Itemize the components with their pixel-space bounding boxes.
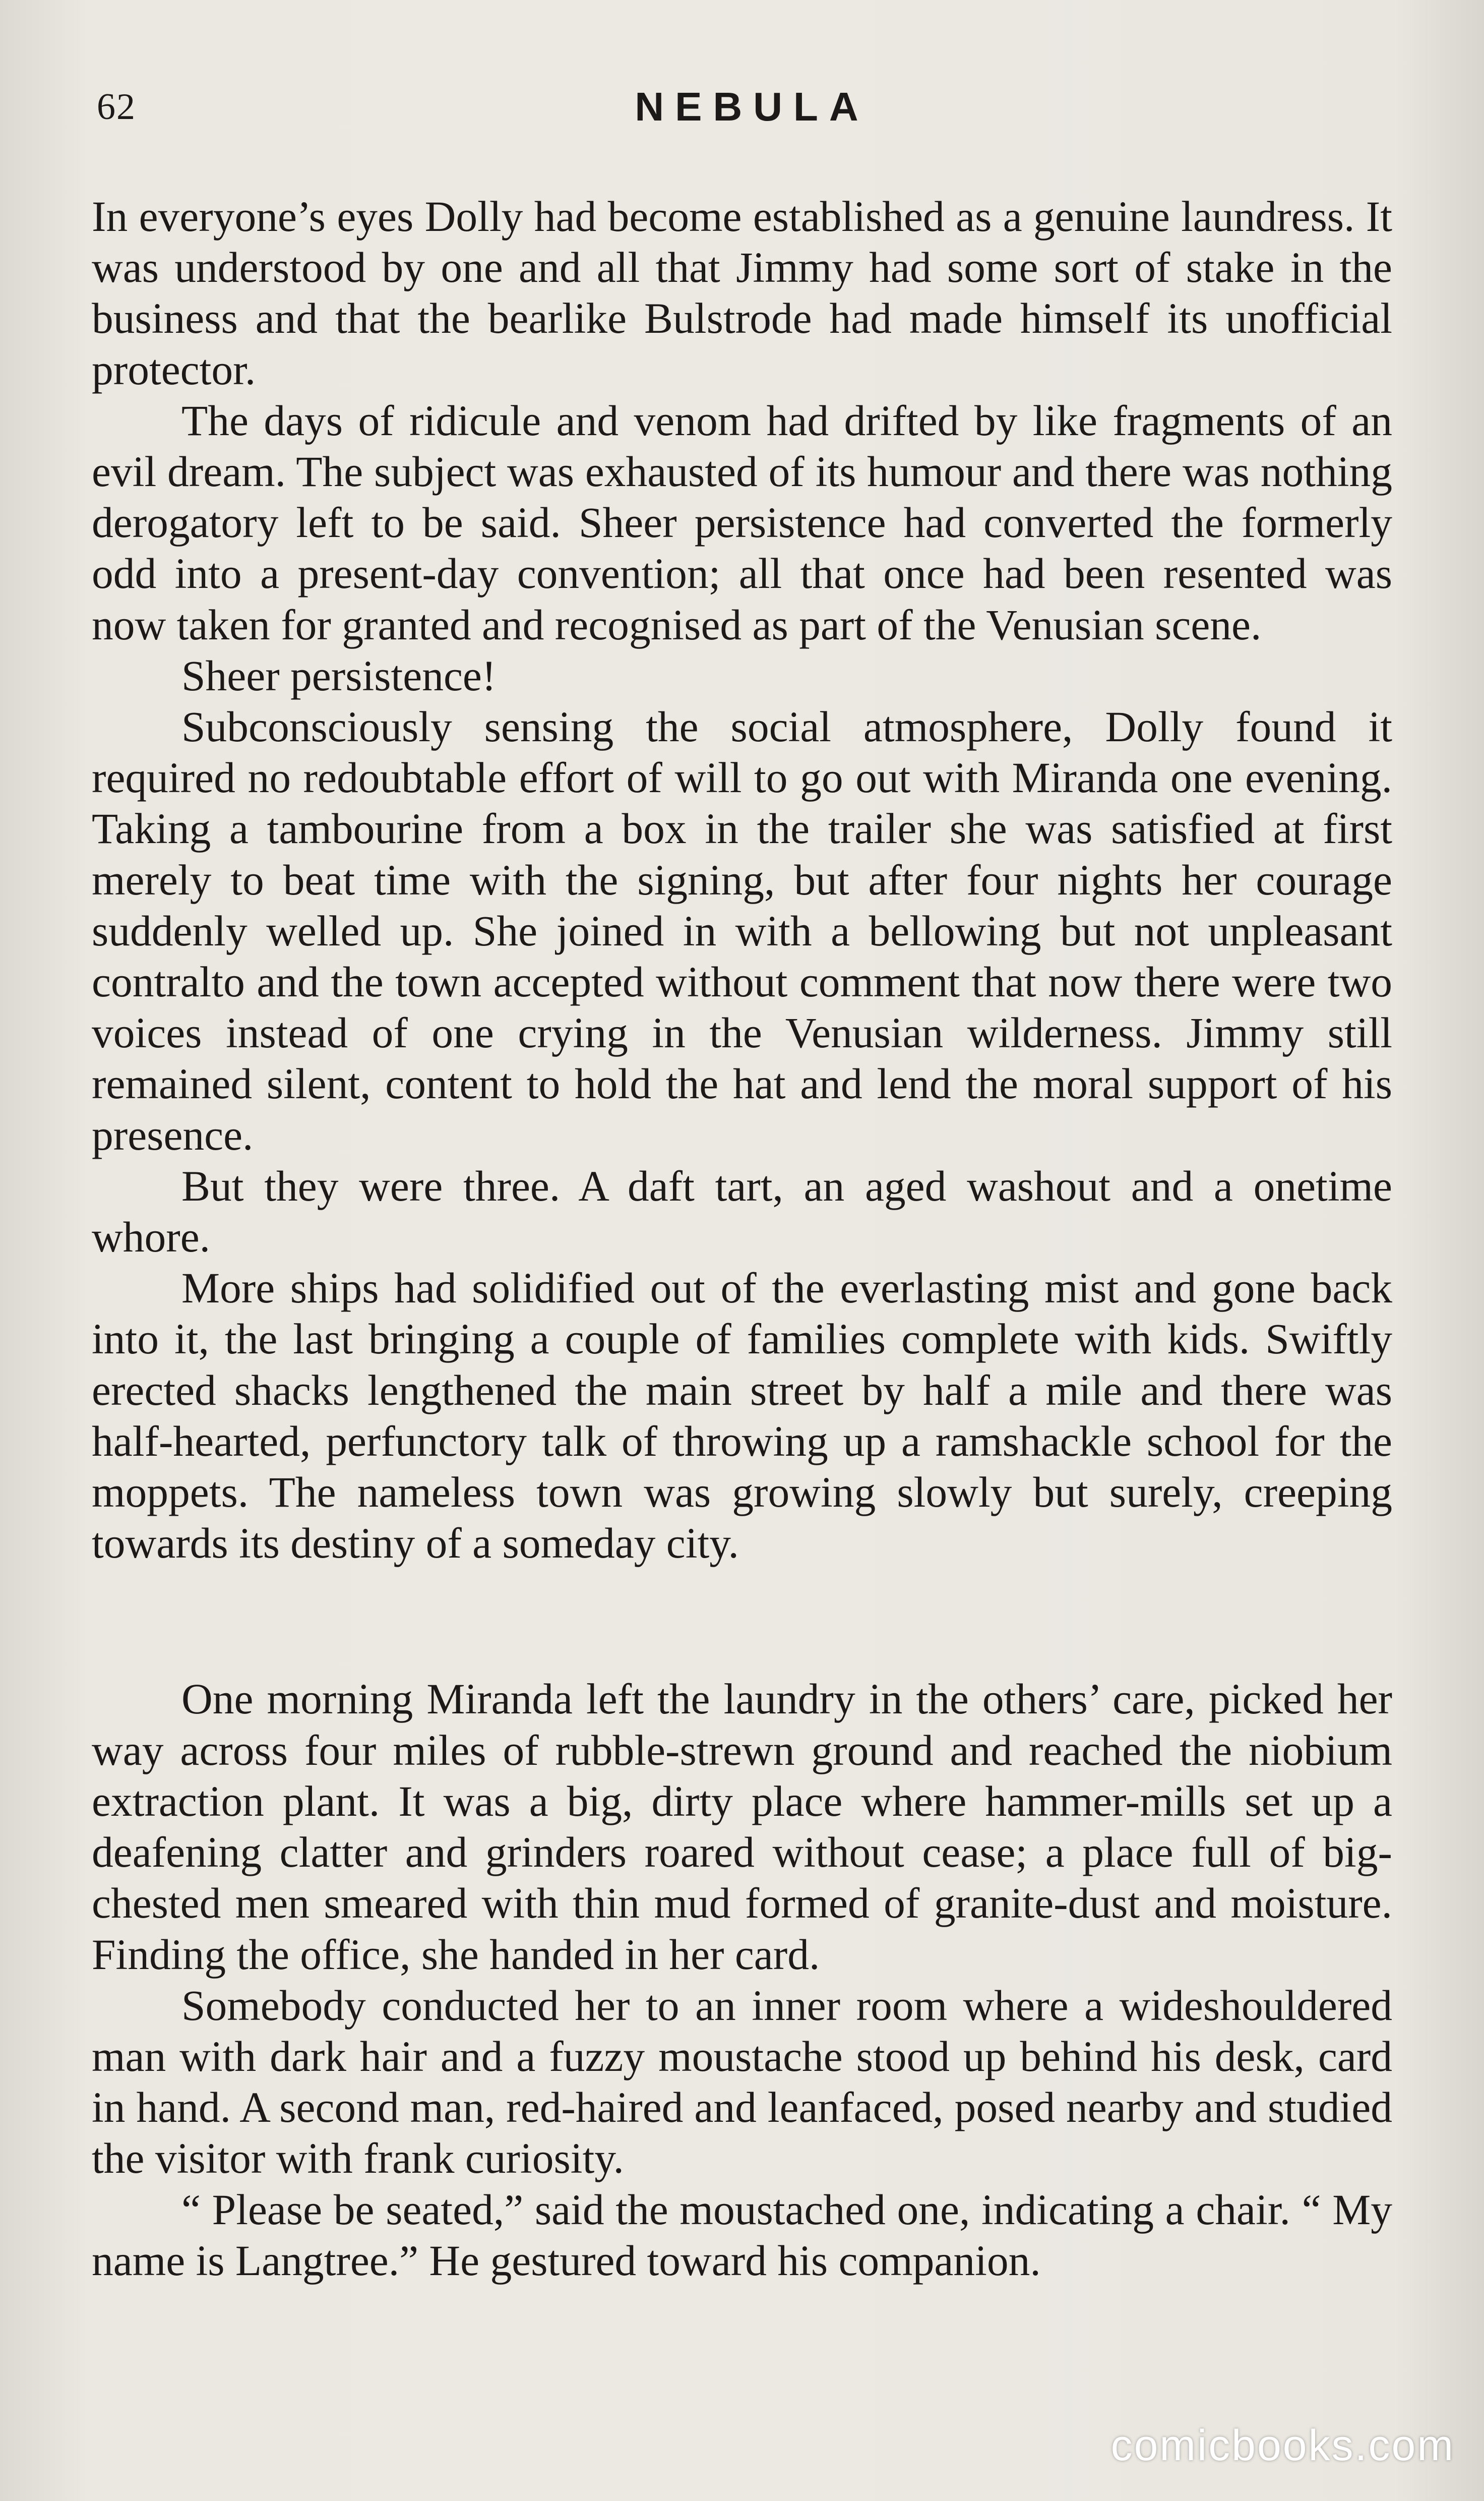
paragraph: Subconsciously sensing the social atmosphere, Dolly found it required no redoubtable effort of will to go out with Miranda one evening. Taking a tambourine from a box in the trailer she was satisfied at first merely to beat time with the signing, but after four nights her courage suddenly welled up. She joined in with a bellowing but not unpleasant contralto and the town accepted without comment that now there were two voices instead of one crying in the Venusian wilderness. Jimmy still remained silent, content to hold the hat and lend the moral support of his presence. [92,703,1392,1159]
page-number: 62 [97,86,136,128]
running-head: NEBULA [635,84,870,129]
paragraph: One morning Miranda left the laundry in the others’ care, picked her way across four miles of rubble-strewn ground and reached the niobium extraction plant. It was a big, dirty place where hammer-mills set up a deafening clatter and grinders roared without cease; a place full of big-chested men smeared with thin mud formed of granite-dust and moisture. Finding the office, she handed in her card. [92,1676,1392,1979]
paragraph: The days of ridicule and venom had drifted by like fragments of an evil dream. The subject was exhausted of its humour and there was nothing derogatory left to be said. Sheer persistence had converted the formerly odd into a present-day convention; all that once had been resented was now taken for granted and recognised as part of the Venusian scene. [92,397,1392,649]
paragraph: More ships had solidified out of the everlasting mist and gone back into it, the last bringing a couple of families complete with kids. Swiftly erected shacks lengthened the main street by half a mile and there was half-hearted, perfunctory talk of throwing up a ramshackle school for the moppets. The nameless town was growing slowly but surely, creeping towards its destiny of a someday city. [92,1265,1392,1568]
body-text [92,192,1392,2287]
paragraph: But they were three. A daft tart, an aged washout and a onetime whore. [92,1162,1392,1262]
paragraph: Somebody conducted her to an inner room where a wideshouldered man with dark hair and a fuzzy moustache stood up behind his desk, card in hand. A second man, red-haired and leanfaced, posed nearby and studied the visitor with frank curiosity. [92,1982,1392,2183]
paragraph: Sheer persistence! [181,652,497,700]
paragraph: In everyone’s eyes Dolly had become established as a genuine laundress. It was understood by one and all that Jimmy had some sort of stake in the business and that the bearlike Bulstrode had made himself its unofficial protector. [92,193,1392,394]
paragraph: “ Please be seated,” said the moustached one, indicating a chair. “ My name is Langtree.” He gestured toward his companion. [92,2186,1392,2285]
watermark: comicbooks.com [1110,2421,1455,2470]
